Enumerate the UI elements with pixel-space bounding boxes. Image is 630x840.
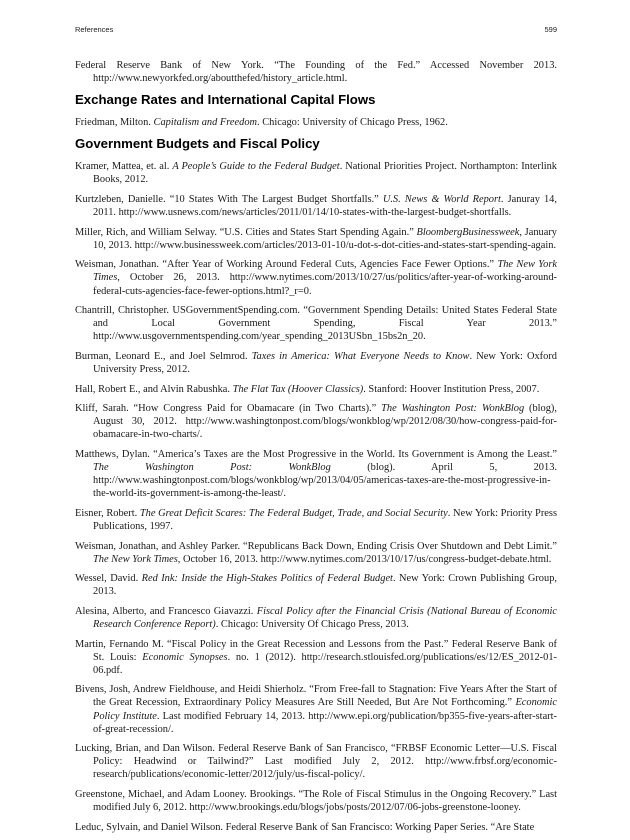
reference-entry: Lucking, Brian, and Dan Wilson. Federal Reserve Bank of San Francisco, “FRBSF Economic Letter—U.S. Fiscal Policy: Headwind or Tailwind?” Last modified July 2, 2012. http://www.frbsf.org/economic-research/publications/economic-letter/2012/july/us-fiscal-policy/. [75,743,557,781]
page-number: 599 [544,25,557,34]
reference-entry: Alesina, Alberto, and Francesco Giavazzi. Fiscal Policy after the Financial Crisis (National Bureau of Economic Research Conference Report). Chicago: University Of Chicago Press, 2013. [75,605,557,630]
references-body [75,59,557,840]
reference-sections [75,92,557,834]
reference-entry: Wessel, David. Red Ink: Inside the High-Stakes Politics of Federal Budget. New York: Crown Publishing Group, 2013. [75,573,557,598]
reference-entry: Weisman, Jonathan, and Ashley Parker. “Republicans Back Down, Ending Crisis Over Shutdown and Debt Limit.” The New York Times, October 16, 2013. http://www.nytimes.com/2013/10/17/us/congress-budget-debate.html. [75,540,557,565]
reference-entry: Eisner, Robert. The Great Deficit Scares: The Federal Budget, Trade, and Social Security. New York: Priority Press Publications, 1997. [75,507,557,532]
reference-entry: Hall, Robert E., and Alvin Rabushka. The Flat Tax (Hoover Classics). Stanford: Hoover Institution Press, 2007. [75,383,540,395]
reference-entry: Greenstone, Michael, and Adam Looney. Brookings. “The Role of Fiscal Stimulus in the Ongoing Recovery.” Last modified July 6, 2012. http://www.brookings.edu/blogs/jobs/posts/2012/07/06-jobs-greenstone-looney. [75,789,557,814]
reference-entry: Chantrill, Christopher. USGovernmentSpending.com. “Government Spending Details: United States Federal State and Local Government Spending, Fiscal Year 2013.” http://www.usgovernmentspending.com/year_spending_2013USbn_15bs2n_20. [75,305,557,343]
reference-entry: Kliff, Sarah. “How Congress Paid for Obamacare (in Two Charts).” The Washington Post: WonkBlog (blog), August 30, 2012. http://www.washingtonpost.com/blogs/wonkblog/wp/2012/08/30/how-congress-paid-for-obamacare-in-two-charts/. [75,403,557,441]
reference-entry: Martin, Fernando M. “Fiscal Policy in the Great Recession and Lessons from the Past.” Federal Reserve Bank of St. Louis: Economic Synopses. no. 1 (2012). http://research.stlouisfed.org/publications/es/12/ES_2012-01-06.pdf. [75,638,557,676]
reference-entry: Kramer, Mattea, et. al. A People’s Guide to the Federal Budget. National Priorities Project. Northampton: Interlink Books, 2012. [75,161,557,186]
reference-entry: Weisman, Jonathan. “After Year of Working Around Federal Cuts, Agencies Face Fewer Options.” The New York Times, October 26, 2013. http://www.nytimes.com/2013/10/27/us/politics/after-year-of-working-around-federal-cuts-agencies-face-fewer-options.html?_r=0. [75,259,557,297]
running-header-title: References [75,25,114,34]
reference-entry: Burman, Leonard E., and Joel Selmrod. Taxes in America: What Everyone Needs to Know. New York: Oxford University Press, 2012. [75,350,557,375]
reference-entry: Leduc, Sylvain, and Daniel Wilson. Federal Reserve Bank of San Francisco: Working Paper Series. “Are State [75,821,535,833]
reference-entry: Matthews, Dylan. “America’s Taxes are the Most Progressive in the World. Its Government is Among the Least.” The Washington Post: WonkBlog (blog). April 5, 2013. http://www.washingtonpost.com/blogs/wonkblog/wp/2013/04/05/americas-taxes-are-the-most-progressive-in-the-world-its-government-is-among-the-least/. [75,448,557,500]
reference-entry: Kurtzleben, Danielle. “10 States With The Largest Budget Shortfalls.” U.S. News & World Report. Januray 14, 2011. http://www.usnews.com/news/articles/2011/01/14/10-states-with-the-largest-budget-shortfalls. [75,193,557,219]
section-heading: Government Budgets and Fiscal Policy [75,136,320,152]
reference-entry: Federal Reserve Bank of New York. “The Founding of the Fed.” Accessed November 2013. http://www.newyorkfed.org/aboutthefed/history_article.html. [75,60,557,85]
section-heading: Exchange Rates and International Capital Flows [75,92,376,108]
reference-entry: Miller, Rich, and William Selway. “U.S. Cities and States Start Spending Again.” BloombergBusinessweek, January 10, 2013. http://www.businessweek.com/articles/2013-01-10/u-dot-s-dot-cities-and-states-start-spending-again. [75,226,557,251]
reference-entry: Friedman, Milton. Capitalism and Freedom. Chicago: University of Chicago Press, 1962. [75,117,448,129]
reference-entry: Bivens, Josh, Andrew Fieldhouse, and Heidi Shierholz. “From Free-fall to Stagnation: Five Years After the Start of the Great Recession, Extraordinary Policy Measures Are Still Needed, But Are Not Forthcoming.” Economic Policy Institute. Last modified February 14, 2013. http://www.epi.org/publication/bp355-five-years-after-start-of-great-recession/. [75,684,557,735]
